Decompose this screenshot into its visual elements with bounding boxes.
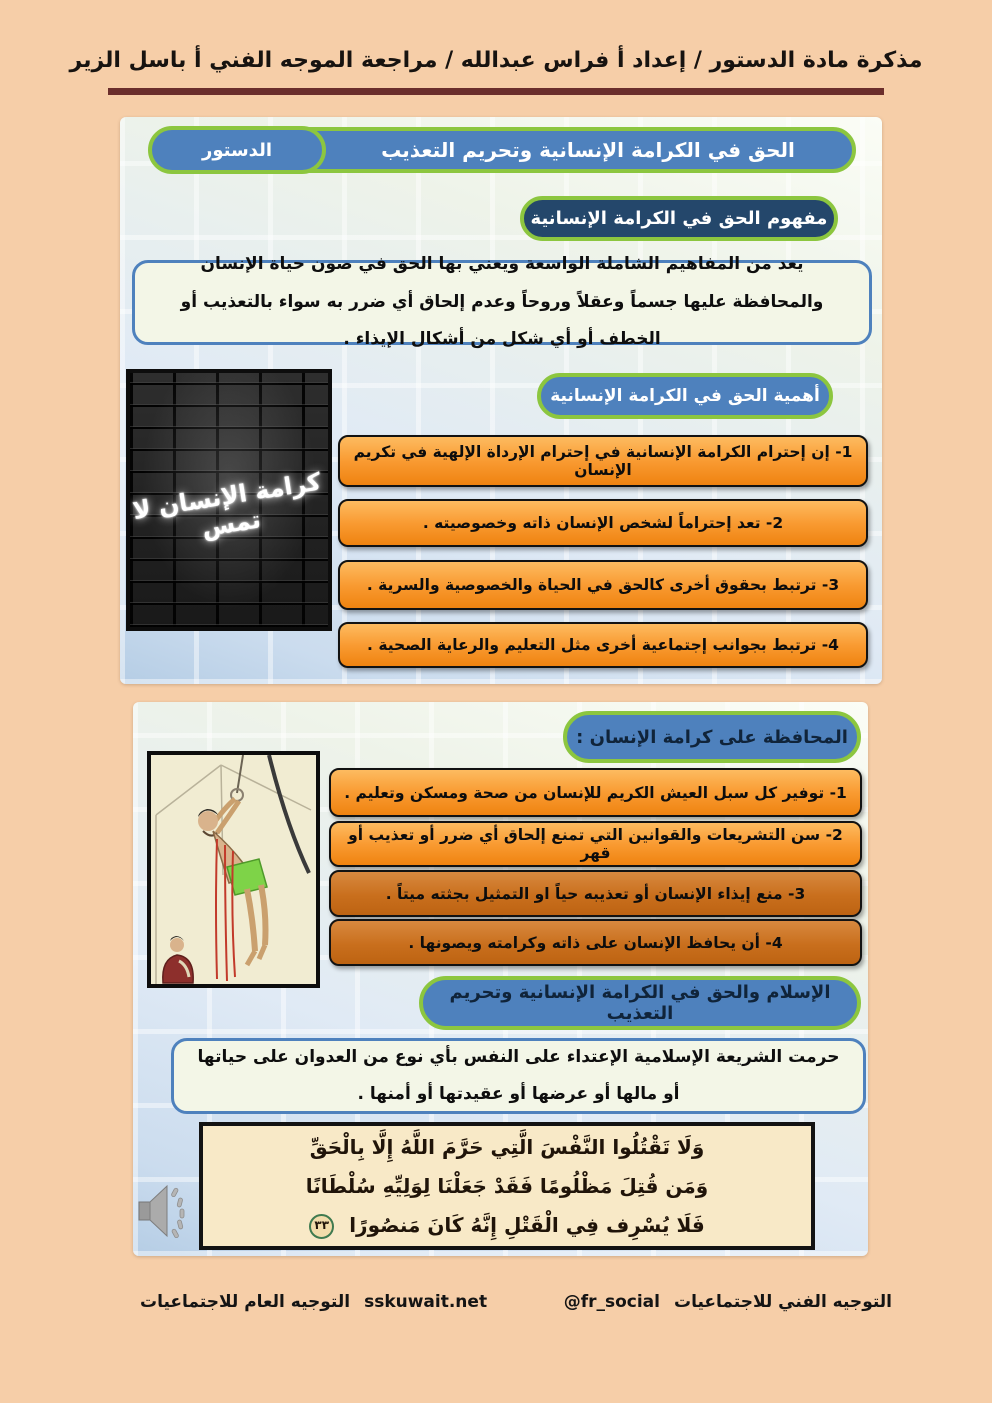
importance-item-1: 1- إن إحترام الكرامة الإنسانية في إحترام الإرداة الإلهية في تكريم الإنسان — [338, 435, 868, 487]
islam-text-box: حرمت الشريعة الإسلامية الإعتداء على النفس بأي نوع من العدوان على حياتها أو مالها أو عرضها أو عقيدتها أو أمنها . — [171, 1038, 866, 1114]
verse-line-3 — [309, 1206, 705, 1245]
dignity-wall-image — [126, 369, 332, 631]
header-divider — [108, 88, 884, 95]
document-footer — [0, 1292, 992, 1312]
verse-line-2: وَمَن قُتِلَ مَظْلُومًا فَقَدْ جَعَلْنَا لِوَلِيِّهِ سُلْطَانًا — [305, 1173, 709, 1198]
importance-item-3: 3- ترتبط بحقوق أخرى كالحق في الحياة والخصوصية والسرية . — [338, 560, 868, 610]
preserve-item-4: 4- أن يحافظ الإنسان على ذاته وكرامته ويصونها . — [329, 919, 862, 966]
footer-website: sskuwait.net — [364, 1292, 488, 1312]
islam-heading: الإسلام والحق في الكرامة الإنسانية وتحريم التعذيب — [419, 976, 861, 1030]
importance-heading: أهمية الحق في الكرامة الإنسانية — [537, 373, 833, 419]
footer-left-group — [140, 1292, 487, 1312]
footer-social-handle: @fr_social — [563, 1292, 660, 1312]
speaker-icon-glyph — [137, 1180, 191, 1242]
preserve-heading: المحافظة على كرامة الإنسان : — [563, 711, 861, 763]
lesson-title: الحق في الكرامة الإنسانية وتحريم التعذيب — [381, 138, 795, 162]
torture-illustration-drawing — [151, 755, 316, 984]
lesson-title-bar — [150, 127, 856, 173]
concept-heading: مفهوم الحق في الكرامة الإنسانية — [520, 196, 838, 241]
subject-badge: الدستور — [148, 126, 326, 174]
wall-calligraphy: كرامة الإنسان لا تمس — [130, 467, 323, 543]
preserve-item-3: 3- منع إيذاء الإنسان أو تعذيبه حياً او التمثيل بجثته ميتاً . — [329, 870, 862, 917]
footer-technical-guidance: التوجيه الفني للاجتماعيات — [673, 1292, 892, 1312]
slide-1 — [120, 117, 882, 684]
quran-verse-image — [199, 1122, 815, 1250]
preserve-item-1: 1- توفير كل سبل العيش الكريم للإنسان من صحة ومسكن وتعليم . — [329, 768, 862, 817]
slide-2 — [133, 702, 868, 1256]
torture-illustration — [147, 751, 320, 988]
speaker-icon[interactable] — [137, 1180, 191, 1242]
footer-right-group — [564, 1292, 892, 1312]
ayah-number-badge: ٣٣ — [309, 1214, 334, 1239]
document-title: مذكرة مادة الدستور / إعداد أ فراس عبدالله / مراجعة الموجه الفني أ باسل الزير — [69, 48, 923, 73]
verse-line-3-text: فَلَا يُسْرِف فِي الْقَتْلِ إِنَّهُ كَانَ مَنصُورًا — [349, 1212, 705, 1237]
preserve-item-2: 2- سن التشريعات والقوانين التي تمنع إلحاق أي ضرر أو تعذيب أو قهر — [329, 821, 862, 867]
importance-item-4: 4- ترتبط بجوانب إجتماعية أخرى مثل التعليم والرعاية الصحية . — [338, 622, 868, 668]
footer-general-guidance: التوجيه العام للاجتماعيات — [140, 1292, 351, 1312]
concept-text-box: يعد من المفاهيم الشاملة الواسعة ويعني بها الحق في صون حياة الإنسان والمحافظة عليها جسماً وعقلاً وروحاً وعدم إلحاق أي ضرر به سواء بالتعذيب أو الخطف أو أي شكل من أشكال الإيذاء . — [132, 260, 872, 345]
importance-item-2: 2- تعد إحتراماً لشخص الإنسان ذاته وخصوصيته . — [338, 499, 868, 547]
verse-line-1: وَلَا تَقْتُلُوا النَّفْسَ الَّتِي حَرَّمَ اللَّهُ إِلَّا بِالْحَقِّ — [309, 1134, 705, 1159]
